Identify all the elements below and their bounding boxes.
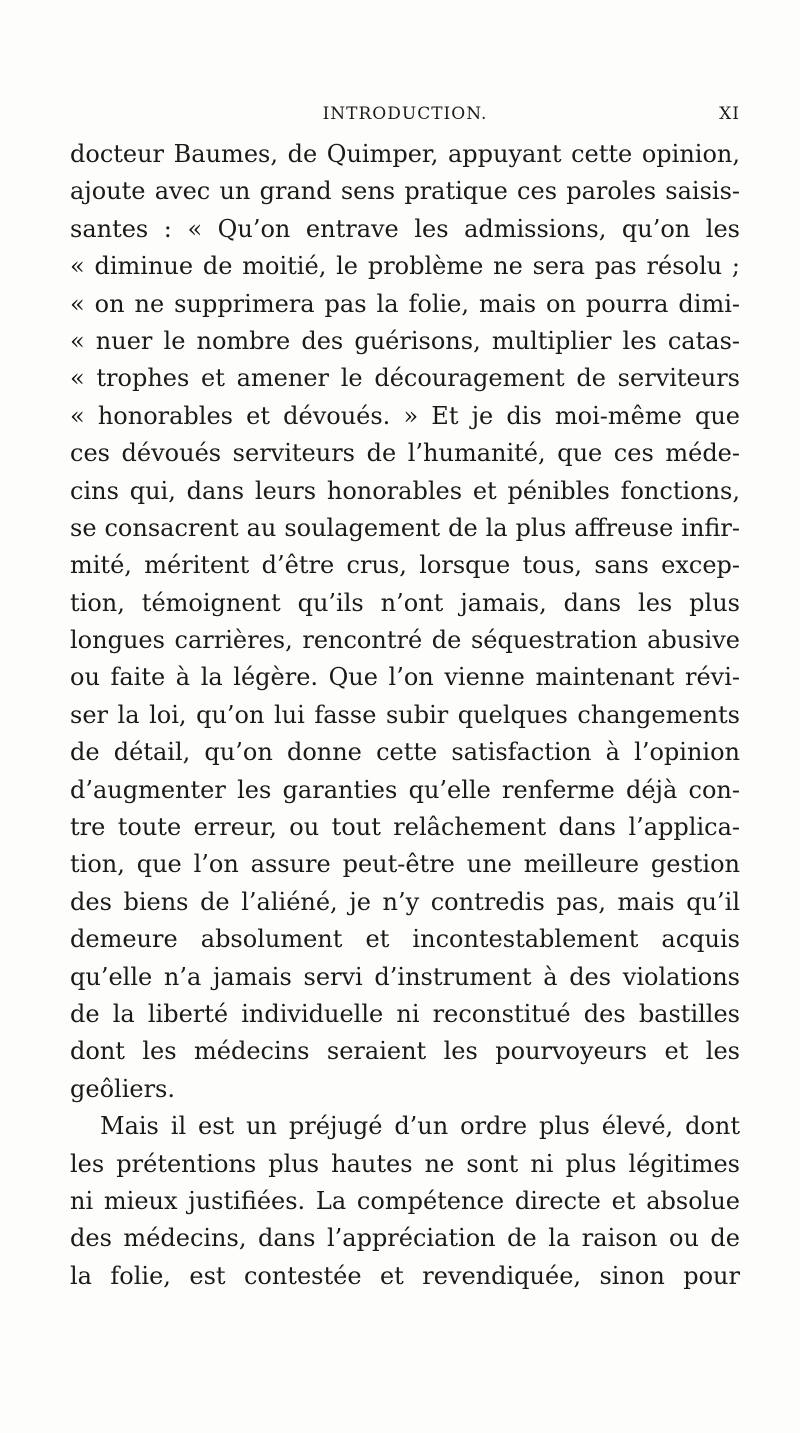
text-line: « honorables et dévoués. » Et je dis moi-même que xyxy=(70,401,740,430)
text-line: dont les médecins seraient les pourvoyeurs et les xyxy=(70,1037,740,1066)
paragraph-2 xyxy=(70,1108,740,1295)
text-line: des biens de l’aliéné, je n’y contredis pas, mais qu’il xyxy=(70,887,740,916)
text-line: ser la loi, qu’on lui fasse subir quelques changements xyxy=(70,700,740,729)
text-line: ces dévoués serviteurs de l’humanité, que ces méde- xyxy=(70,439,740,468)
text-line: « trophes et amener le découragement de serviteurs xyxy=(70,364,740,393)
text-line: longues carrières, rencontré de séquestration abusive xyxy=(70,626,740,655)
running-title: INTRODUCTION. xyxy=(322,104,488,124)
text-line: tion, que l’on assure peut-être une meilleure gestion xyxy=(70,850,740,879)
text-line: se consacrent au soulagement de la plus affreuse infir- xyxy=(70,513,740,542)
text-line: mité, méritent d’être crus, lorsque tous, sans excep- xyxy=(70,551,740,580)
text-line: docteur Baumes, de Quimper, appuyant cette opinion, xyxy=(70,140,740,168)
body-text xyxy=(70,136,740,1295)
text-line: de détail, qu’on donne cette satisfaction à l’opinion xyxy=(70,738,740,767)
text-line: ni mieux justifiées. La compétence directe et absolue xyxy=(70,1186,740,1215)
text-line: geôliers. xyxy=(70,1074,175,1103)
text-line: santes : « Qu’on entrave les admissions, qu’on les xyxy=(70,214,740,243)
text-line: les prétentions plus hautes ne sont ni plus légitimes xyxy=(70,1149,740,1178)
text-line: « nuer le nombre des guérisons, multiplier les catas- xyxy=(70,326,740,355)
text-line: ou faite à la légère. Que l’on vienne maintenant révi- xyxy=(70,663,740,692)
text-line: tre toute erreur, ou tout relâchement dans l’applica- xyxy=(70,813,740,842)
text-line: « on ne supprimera pas la folie, mais on pourra dimi- xyxy=(70,289,740,318)
text-line: Mais il est un préjugé d’un ordre plus élevé, dont xyxy=(100,1112,740,1141)
text-line: cins qui, dans leurs honorables et pénibles fonctions, xyxy=(70,476,740,505)
paragraph-1 xyxy=(70,136,740,1108)
text-line: « diminue de moitié, le problème ne sera pas résolu ; xyxy=(70,252,740,281)
text-line: tion, témoignent qu’ils n’ont jamais, dans les plus xyxy=(70,588,740,617)
text-line: des médecins, dans l’appréciation de la raison ou de xyxy=(70,1224,740,1253)
text-line: demeure absolument et incontestablement acquis xyxy=(70,925,740,954)
running-header xyxy=(70,104,740,132)
text-line: la folie, est contestée et revendiquée, sinon pour xyxy=(70,1261,740,1290)
text-line: qu’elle n’a jamais servi d’instrument à des violations xyxy=(70,962,740,991)
text-line: d’augmenter les garanties qu’elle renferme déjà con- xyxy=(70,775,740,804)
page-number: XI xyxy=(719,104,740,124)
text-line: ajoute avec un grand sens pratique ces paroles saisis- xyxy=(70,177,740,206)
text-line: de la liberté individuelle ni reconstitué des bastilles xyxy=(70,999,740,1028)
